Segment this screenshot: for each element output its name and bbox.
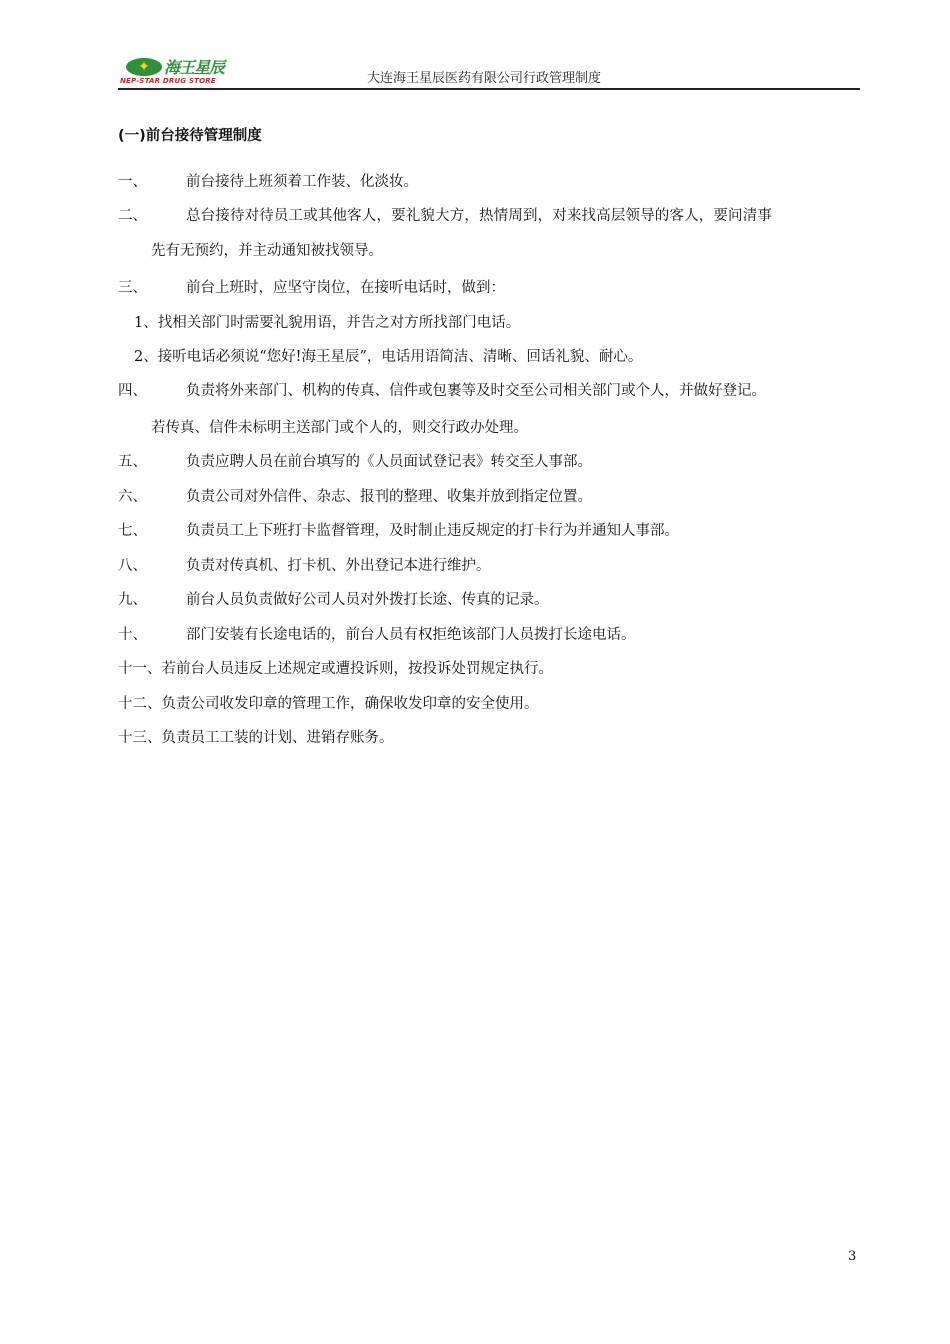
item-number: 八、 <box>118 558 147 574</box>
item-number: 三、 <box>118 280 147 296</box>
item-number: 二、 <box>118 208 147 224</box>
item-full: 十三、负责员工工装的计划、进销存账务。 <box>118 730 394 746</box>
item-text: 负责应聘人员在前台填写的《人员面试登记表》转交至人事部。 <box>186 454 592 470</box>
item-text: 负责对传真机、打卡机、外出登记本进行维护。 <box>186 558 491 574</box>
company-logo <box>120 54 224 86</box>
star-icon: ✦ <box>138 59 150 75</box>
page-number: 3 <box>848 1249 857 1264</box>
item-continuation: 先有无预约，并主动通知被找领导。 <box>151 243 383 259</box>
item-continuation: 若传真、信件未标明主送部门或个人的，则交行政办处理。 <box>151 420 528 436</box>
item-full: 十一、若前台人员违反上述规定或遭投诉则，按投诉处罚规定执行。 <box>118 661 553 677</box>
item-number: 五、 <box>118 454 147 470</box>
item-number: 六、 <box>118 489 147 505</box>
item-text: 负责员工上下班打卡监督管理，及时制止违反规定的打卡行为并通知人事部。 <box>186 523 679 539</box>
logo-text-cn: 海王星辰 <box>164 58 225 77</box>
item-number: 九、 <box>118 592 147 608</box>
sub-item: 2、接听电话必须说“您好!海王星辰”，电话用语简洁、清晰、回话礼貌、耐心。 <box>134 349 643 365</box>
item-text: 前台人员负责做好公司人员对外拨打长途、传真的记录。 <box>186 592 549 608</box>
item-text: 部门安装有长途电话的，前台人员有权拒绝该部门人员拨打长途电话。 <box>186 627 636 643</box>
header-title: 大连海王星辰医药有限公司行政管理制度 <box>367 71 602 86</box>
item-number: 七、 <box>118 523 147 539</box>
sub-item: 1、找相关部门时需要礼貌用语，并告之对方所找部门电话。 <box>134 315 521 331</box>
item-text: 负责公司对外信件、杂志、报刊的整理、收集并放到指定位置。 <box>186 489 592 505</box>
item-number: 一、 <box>118 174 147 190</box>
logo-text-en: NEP-STAR DRUG STORE <box>120 77 216 85</box>
item-number: 十、 <box>118 627 147 643</box>
page-header <box>118 52 860 90</box>
item-full: 十二、负责公司收发印章的管理工作，确保收发印章的安全使用。 <box>118 696 539 712</box>
item-text: 负责将外来部门、机构的传真、信件或包裹等及时交至公司相关部门或个人，并做好登记。 <box>186 383 766 399</box>
item-text: 总台接待对待员工或其他客人，要礼貌大方，热情周到，对来找高层领导的客人，要问清事 <box>186 208 772 224</box>
item-text: 前台上班时，应坚守岗位，在接听电话时，做到： <box>186 280 505 296</box>
section-title: (一)前台接待管理制度 <box>118 128 262 144</box>
item-number: 四、 <box>118 383 147 399</box>
item-text: 前台接待上班须着工作装、化淡妆。 <box>186 174 418 190</box>
